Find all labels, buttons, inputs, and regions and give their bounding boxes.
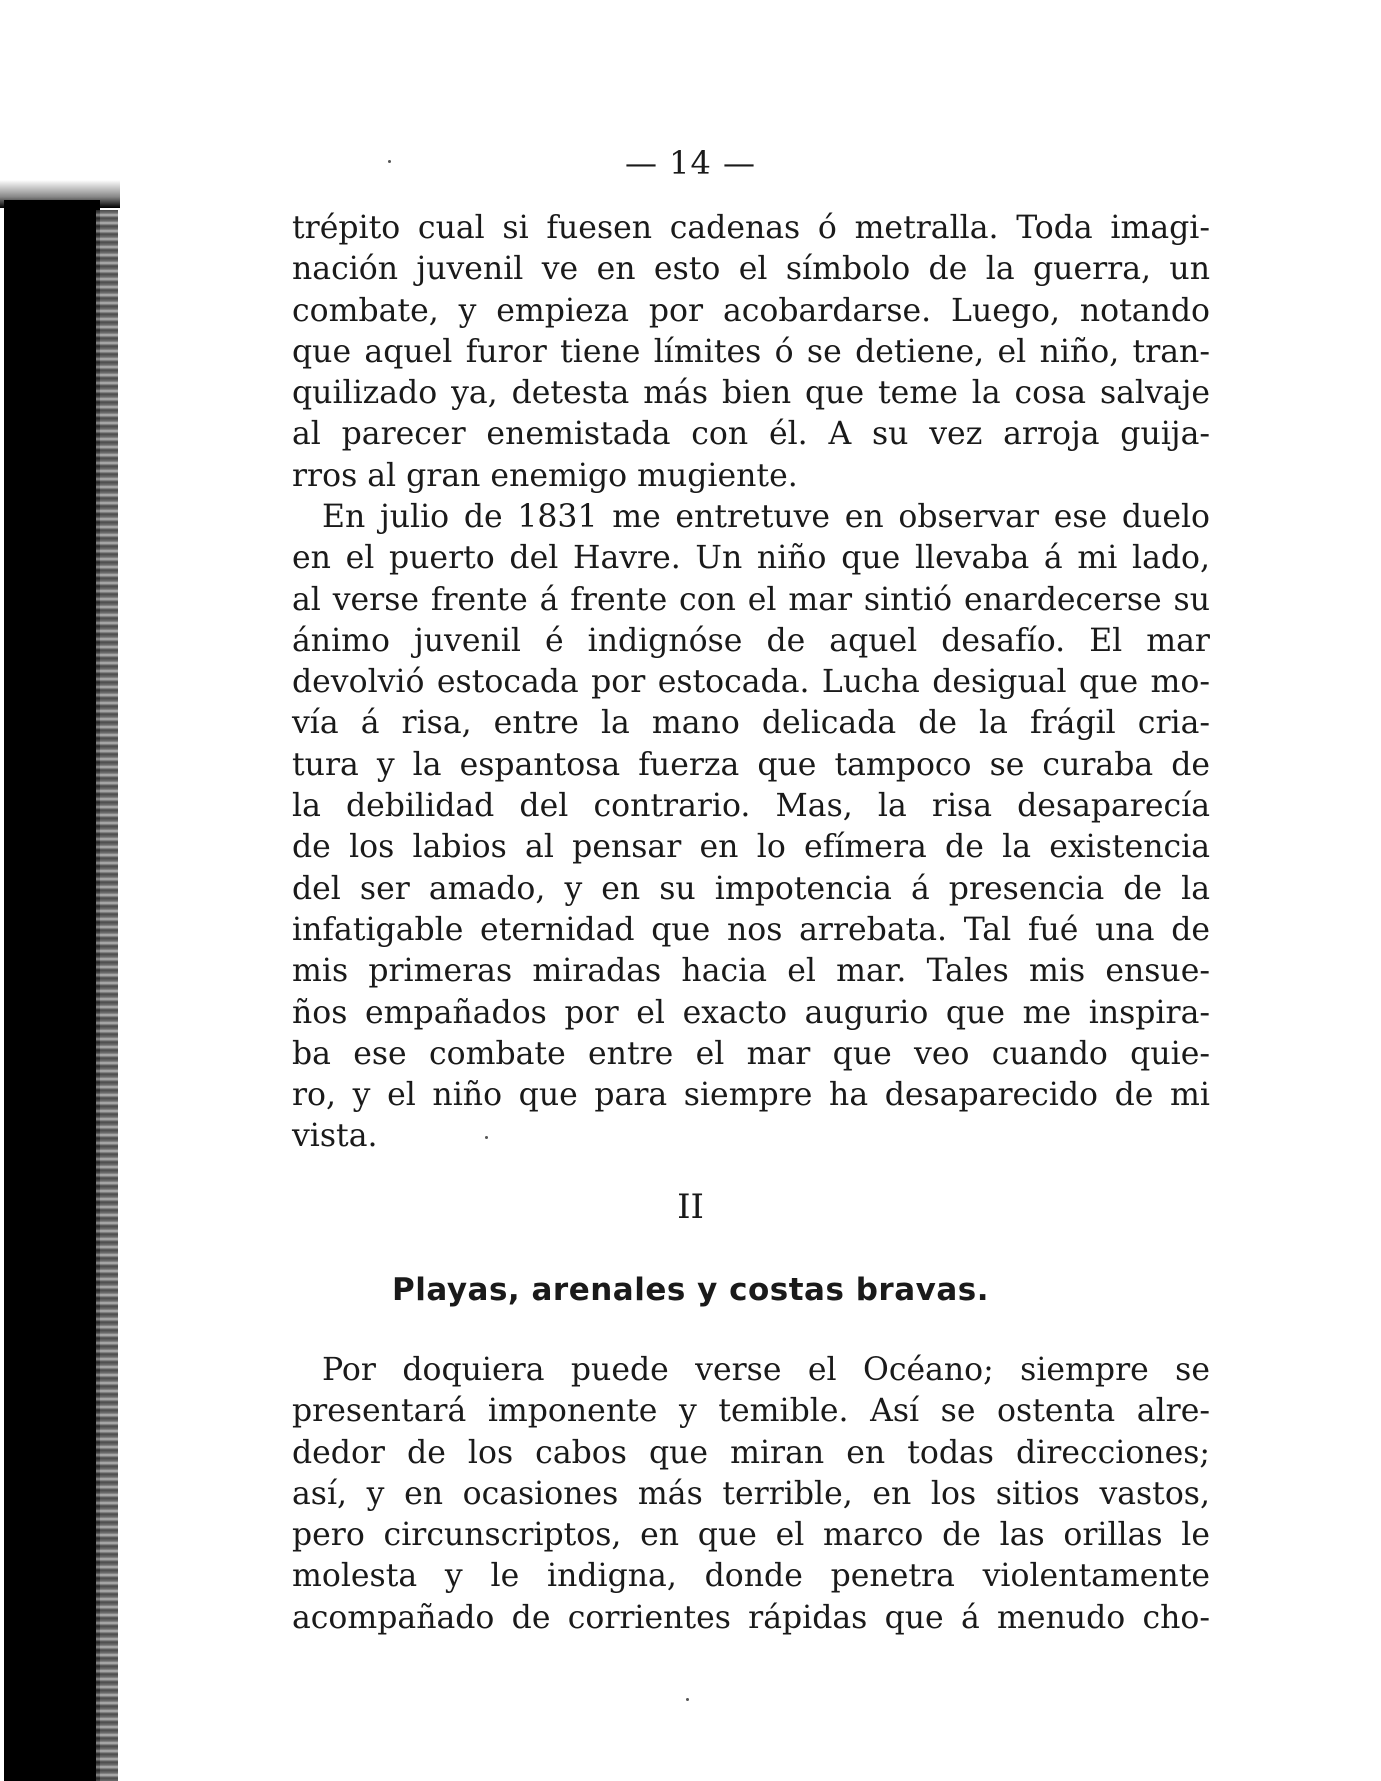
text-line: del ser amado, y en su impotencia á presencia de la [292,870,1210,907]
text-line: ba ese combate entre el mar que veo cuando quie- [292,1035,1210,1072]
text-line: quilizado ya, detesta más bien que teme la cosa salvaje [292,375,1210,412]
text-line: En julio de 1831 me entretuve en observar ese duelo [322,499,1210,535]
text-line: ños empañados por el exacto augurio que me inspira- [292,994,1210,1031]
page-number: — 14 — [624,144,757,182]
text-line: trépito cual si fuesen cadenas ó metralla. Toda imagi- [292,210,1210,246]
text-line: presentará imponente y temible. Así se ostenta alre- [292,1393,1210,1430]
text-line: ánimo juvenil é indignóse de aquel desafío. El mar [292,622,1210,659]
text-line: nación juvenil ve en esto el símbolo de la guerra, un [292,251,1210,288]
scan-binding-fringe [96,210,118,1781]
text-line: en el puerto del Havre. Un niño que llevaba á mi lado, [292,540,1210,577]
text-line: la debilidad del contrario. Mas, la risa desaparecía [292,788,1210,825]
scan-speck [686,1698,689,1701]
paragraph-3 [292,1350,1210,1639]
text-line: devolvió estocada por estocada. Lucha desigual que mo- [292,664,1210,701]
text-line: vista. [292,1118,378,1155]
paragraph-2 [292,497,1210,1158]
section-number: II [677,1187,704,1227]
text-line: vía á risa, entre la mano delicada de la frágil cria- [292,705,1210,742]
text-line: combate, y empieza por acobardarse. Luego, notando [292,292,1210,329]
text-line: Por doquiera puede verse el Océano; siempre se [322,1352,1210,1388]
text-line: infatigable eternidad que nos arrebata. Tal fué una de [292,911,1210,948]
section-title: Playas, arenales y costas bravas. [392,1272,989,1308]
text-line: dedor de los cabos que miran en todas direcciones; [292,1434,1210,1471]
text-line: de los labios al pensar en lo efímera de la existencia [292,829,1210,866]
text-line: que aquel furor tiene límites ó se detiene, el niño, tran- [292,333,1210,370]
text-line: al parecer enemistada con él. A su vez arroja guija- [292,416,1210,453]
text-line: ro, y el niño que para siempre ha desaparecido de mi [292,1077,1210,1114]
text-line: acompañado de corrientes rápidas que á menudo cho- [292,1599,1210,1636]
paragraph-1 [292,208,1210,497]
text-line: rros al gran enemigo mugiente. [292,457,798,494]
text-line: al verse frente á frente con el mar sintió enardecerse su [292,581,1210,618]
text-line: tura y la espantosa fuerza que tampoco se curaba de [292,746,1210,783]
text-line: así, y en ocasiones más terrible, en los sitios vastos, [292,1475,1210,1512]
scan-binding-edge [4,200,100,1781]
text-line: mis primeras miradas hacia el mar. Tales mis ensue- [292,953,1210,990]
text-line: pero circunscriptos, en que el marco de las orillas le [292,1517,1210,1554]
text-line: molesta y le indigna, donde penetra violentamente [292,1558,1210,1595]
